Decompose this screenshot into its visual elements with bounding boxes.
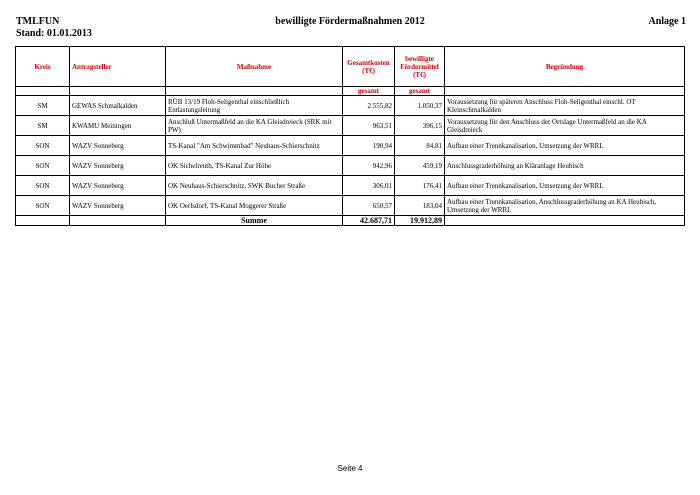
col-begruendung: Begründung: [445, 47, 685, 87]
col-kreis: Kreis: [16, 47, 70, 87]
cell-kreis: SM: [16, 96, 70, 116]
cell-massnahme: RÜB 13/19 Floh-Seligenthal einschließlich Entlastungsleitung: [166, 96, 343, 116]
table-row: [16, 176, 685, 196]
cell-gesamtkosten: 942,96: [343, 156, 395, 176]
table-row: [16, 196, 685, 216]
cell-begruendung: Aufbau einer Trennkanalisation, Umsetzung der WRRL: [445, 176, 685, 196]
document-title: bewilligte Fördermaßnahmen 2012: [275, 16, 425, 27]
sum-empty: [445, 216, 685, 226]
cell-massnahme: OK Sichelreuth, TS-Kanal Zur Höhe: [166, 156, 343, 176]
col-gesamtkosten: Gesamtkosten (T€): [343, 47, 395, 87]
cell-gesamtkosten: 2.555,82: [343, 96, 395, 116]
cell-antragsteller: WAZV Sonneberg: [70, 196, 166, 216]
cell-kreis: SON: [16, 196, 70, 216]
summe-label: Summe: [166, 216, 343, 226]
summe-foerdermittel: 19.912,89: [395, 216, 445, 226]
cell-gesamtkosten: 190,94: [343, 136, 395, 156]
sum-empty: [16, 216, 70, 226]
cell-massnahme: OK Neuhaus-Schierschnitz, SWK Bucher Straße: [166, 176, 343, 196]
cell-foerdermittel: 459,19: [395, 156, 445, 176]
cell-massnahme: TS-Kanal "Am Schwimmbad" Neuhaus-Schierschnitz: [166, 136, 343, 156]
cell-antragsteller: WAZV Sonneberg: [70, 136, 166, 156]
cell-antragsteller: WAZV Sonneberg: [70, 156, 166, 176]
cell-begruendung: Aufbau einer Trennkanalisation, Umsetzung der WRRL: [445, 136, 685, 156]
table-subheader-row: [16, 87, 685, 96]
cell-foerdermittel: 396,15: [395, 116, 445, 136]
sub-empty: [16, 87, 70, 96]
sub-empty: [70, 87, 166, 96]
cell-begruendung: Voraussetzung für späteren Anschluss Floh-Seligenthal einschl. OT Kleinschmalkalden: [445, 96, 685, 116]
summe-row: [16, 216, 685, 226]
cell-begruendung: Anschlussgraderhöhung an Kläranlage Heubisch: [445, 156, 685, 176]
sub-gesamt-kosten: gesamt: [343, 87, 395, 96]
cell-foerdermittel: 183,04: [395, 196, 445, 216]
table-row: [16, 156, 685, 176]
sum-empty: [70, 216, 166, 226]
cell-kreis: SM: [16, 116, 70, 136]
col-massnahme: Maßnahme: [166, 47, 343, 87]
summe-gesamtkosten: 42.687,71: [343, 216, 395, 226]
table-header-row: [16, 47, 685, 87]
cell-antragsteller: KWAMU Meiningen: [70, 116, 166, 136]
stand-date: Stand: 01.01.2013: [16, 28, 92, 39]
cell-gesamtkosten: 306,01: [343, 176, 395, 196]
cell-kreis: SON: [16, 156, 70, 176]
table-row: [16, 116, 685, 136]
cell-massnahme: Anschluß Untermaßfeld an die KA Gleisdreieck (SRK mit PW): [166, 116, 343, 136]
sub-empty: [166, 87, 343, 96]
cell-foerdermittel: 1.050,37: [395, 96, 445, 116]
cell-antragsteller: WAZV Sonneberg: [70, 176, 166, 196]
cell-gesamtkosten: 963,51: [343, 116, 395, 136]
cell-gesamtkosten: 650,57: [343, 196, 395, 216]
foerdermassnahmen-table: [15, 46, 685, 226]
cell-massnahme: OK Oerlsdorf, TS-Kanal Moggerer Straße: [166, 196, 343, 216]
table-row: [16, 96, 685, 116]
page-number: Seite 4: [337, 464, 363, 473]
cell-foerdermittel: 176,41: [395, 176, 445, 196]
col-antragsteller: Antragsteller: [70, 47, 166, 87]
cell-begruendung: Voraussetzung für den Anschluss der Ortslage Untermaßfeld an die KA Gleisdreieck: [445, 116, 685, 136]
cell-begruendung: Aufbau einer Trennkanalisation, Anschlussgraderhöhung an KA Heubisch, Umsetzung der WRRL: [445, 196, 685, 216]
cell-antragsteller: GEWAS Schmalkalden: [70, 96, 166, 116]
table-row: [16, 136, 685, 156]
col-foerdermittel: bewilligte Fördermittel (T€): [395, 47, 445, 87]
cell-kreis: SON: [16, 176, 70, 196]
cell-kreis: SON: [16, 136, 70, 156]
sub-empty: [445, 87, 685, 96]
anlage-label: Anlage 1: [648, 16, 686, 27]
org-name: TMLFUN: [16, 16, 60, 27]
cell-foerdermittel: 84,81: [395, 136, 445, 156]
sub-gesamt-foerder: gesamt: [395, 87, 445, 96]
